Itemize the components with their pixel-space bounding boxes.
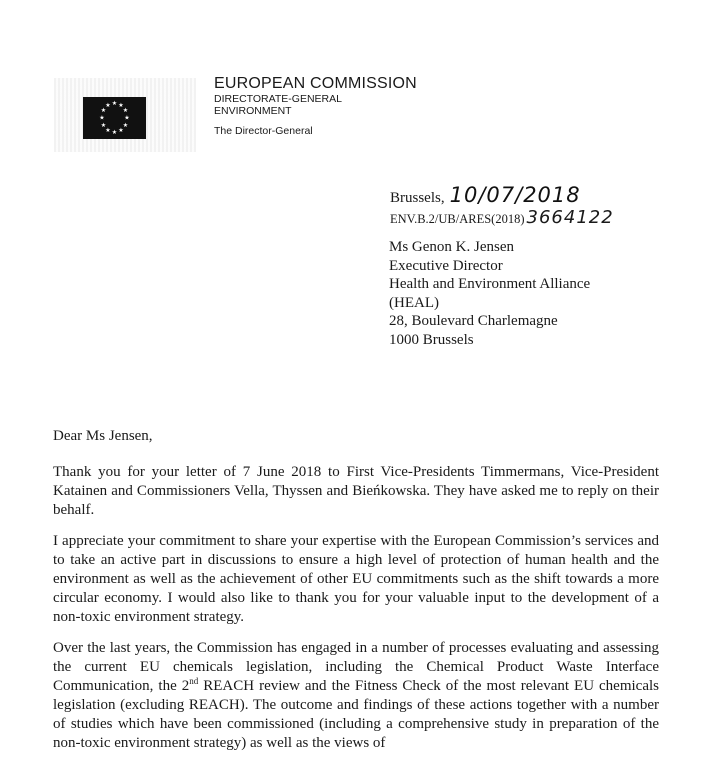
paragraph-3-text-a: Over the last years, the Commission has engaged in a number of processes evaluating and assessing the current EU chemicals legislation, including the Chemical Product Waste Interface Communication, the 2 [53, 640, 659, 694]
handwritten-date: 10/07/2018 [449, 183, 581, 207]
recipient-line: 28, Boulevard Charlemagne [389, 313, 558, 329]
reference-code: ENV.B.2/UB/ARES(2018) [390, 212, 525, 226]
reference-block [390, 183, 614, 228]
ordinal-suffix: nd [189, 676, 199, 686]
recipient-line: Ms Genon K. Jensen [389, 239, 514, 255]
recipient-address [389, 238, 590, 349]
paragraph-2: I appreciate your commitment to share your expertise with the European Commission’s services and to take an active part in discussions to ensure a high level of protection of human health and the environment as well as the achievement of other EU commitments such as the shift towards a more circular economy. I would also like to thank you for your valuable input to the development of a non-toxic environment strategy. [53, 533, 659, 625]
eu-flag-icon [83, 97, 146, 139]
dg-line-2: ENVIRONMENT [214, 105, 292, 117]
letterhead [214, 75, 417, 137]
svg-text:★: ★ [100, 107, 107, 114]
recipient-line: 1000 Brussels [389, 331, 474, 348]
city-label: Brussels, [390, 190, 445, 206]
handwritten-ref-number: 3664122 [526, 207, 614, 228]
recipient-line: Health and Environment Alliance [389, 276, 591, 292]
paragraph-3-text-b: REACH review and the Fitness Check of the most relevant EU chemicals legislation (excluding REACH). The outcome and findings of these actions together with a number of studies which have been commissioned (including a comprehensive study in preparation of the non-toxic environment strategy) as well as the views of [53, 678, 659, 751]
svg-text:★: ★ [111, 129, 118, 136]
dg-line-1: DIRECTORATE-GENERAL [214, 93, 342, 105]
org-name: EUROPEAN COMMISSION [214, 75, 417, 92]
svg-text:★: ★ [118, 102, 124, 109]
svg-text:★: ★ [99, 114, 105, 122]
recipient-line: (HEAL) [389, 294, 439, 311]
svg-text:★: ★ [105, 127, 111, 134]
salutation: Dear Ms Jensen, [53, 428, 153, 444]
paragraph-3 [53, 639, 659, 753]
svg-text:★: ★ [111, 100, 118, 107]
letter-body [53, 463, 659, 765]
paragraph-1: Thank you for your letter of 7 June 2018 to First Vice-Presidents Timmermans, Vice-President Katainen and Commissioners Vella, Thyssen and Bieńkowska. They have asked me to reply on their behalf. [53, 464, 659, 518]
svg-text:★: ★ [124, 114, 130, 122]
svg-text:★: ★ [105, 102, 111, 109]
svg-text:★: ★ [122, 107, 129, 114]
svg-text:★: ★ [122, 122, 129, 129]
signatory-role: The Director-General [214, 125, 313, 137]
recipient-line: Executive Director [389, 257, 503, 274]
svg-text:★: ★ [100, 122, 107, 129]
svg-text:★: ★ [118, 127, 124, 134]
